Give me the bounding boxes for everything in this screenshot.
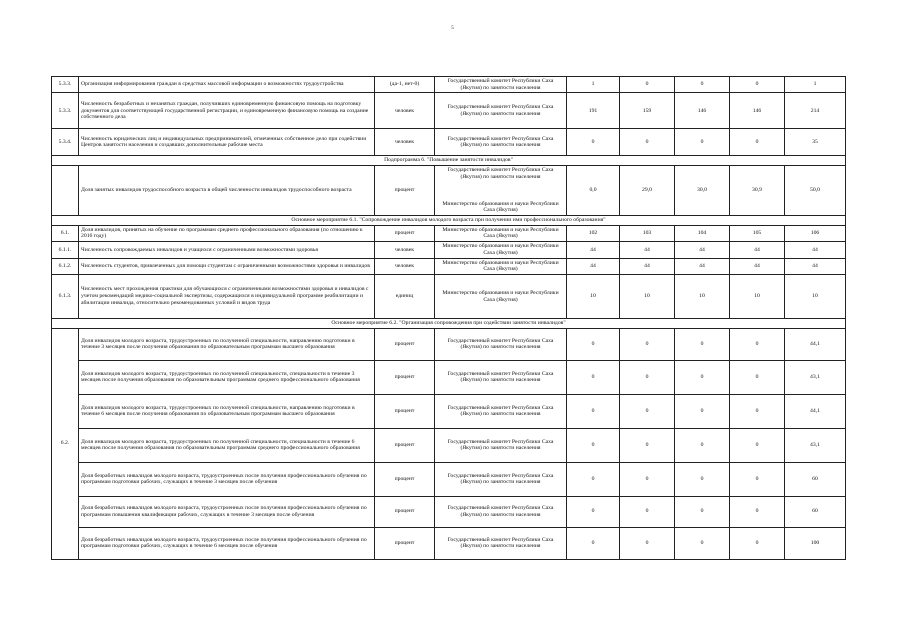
value-year-1: 1 [567,77,620,93]
indicator-name: Численность мест прохождения практики для обучающихся с ограниченными возможностями здоровья и инвалидов с учетом рекомендаций медико-социальной экспертизы, содержащихся в индивидуальной программе реабилитации и абилитации инвалида, относительно рекомендованных условий и видов труда [79,275,375,319]
value-year-3: 0 [675,360,730,394]
spacer [437,181,564,201]
row-number: 5.3.4. [52,129,79,156]
unit-of-measure: процент [375,462,435,496]
value-year-2: 0 [620,527,675,559]
value-year-5: 50,0 [785,166,846,216]
table-row [52,527,846,559]
value-year-3: 146 [675,93,730,129]
responsible-agency: Государственный комитет Республики Саха (Якутия) по занятости населения [435,93,567,129]
section-row [52,216,846,226]
indicator-name: Численность студентов, привлеченных для помощи студентам с ограниченными возможностями здоровья и инвалидов [79,258,375,274]
row-number: 5.3.3. [52,77,79,93]
value-year-4: 44 [730,258,785,274]
unit-of-measure: процент [375,360,435,394]
value-year-1: 44 [567,242,620,258]
value-year-1: 191 [567,93,620,129]
value-year-4: 146 [730,93,785,129]
value-year-2: 159 [620,93,675,129]
value-year-3: 0 [675,496,730,527]
responsible-agency: Министерство образования и науки Республики Саха (Якутия) [435,275,567,319]
indicator-name: Доля инвалидов молодого возраста, трудоустроенных по полученной специальности, направлению подготовки в течение 3 месяцев после получения образования по образовательным программам высшего образования [79,328,375,360]
value-year-5: 214 [785,93,846,129]
value-year-1: 0 [567,428,620,462]
value-year-4: 0 [730,527,785,559]
table-row [52,242,846,258]
value-year-2: 103 [620,225,675,241]
table-row [52,496,846,527]
value-year-1: 44 [567,258,620,274]
value-year-4: 10 [730,275,785,319]
value-year-1: 0 [567,328,620,360]
value-year-1: 0 [567,527,620,559]
value-year-3: 0 [675,129,730,156]
unit-of-measure: процент [375,496,435,527]
unit-of-measure: процент [375,527,435,559]
section-heading: Подпрограмма 6. "Повышение занятости инвалидов" [52,156,846,166]
unit-of-measure: (да-1, нет-0) [375,77,435,93]
responsible-agency: Государственный комитет Республики Саха (Якутия) по занятости населения [435,462,567,496]
agency-line: Министерство образования и науки Республики Саха (Якутия) [442,200,559,214]
value-year-5: 60 [785,462,846,496]
value-year-5: 1 [785,77,846,93]
responsible-agency: Государственный комитет Республики Саха (Якутия) по занятости населения [435,77,567,93]
unit-of-measure: человек [375,93,435,129]
value-year-3: 0 [675,428,730,462]
value-year-2: 0 [620,77,675,93]
section-heading: Основное мероприятие 6.2. "Организация сопровождения при содействии занятости инвалидов" [52,319,846,329]
value-year-3: 30,0 [675,166,730,216]
value-year-4: 0 [730,496,785,527]
indicator-name: Доля безработных инвалидов молодого возраста, трудоустроенных после получения профессионального обучения по программам повышения квалификации рабочих, служащих в течение 3 месяцев после обучения [79,496,375,527]
unit-of-measure: единиц [375,275,435,319]
value-year-1: 10 [567,275,620,319]
table-row [52,462,846,496]
value-year-4: 0 [730,394,785,428]
unit-of-measure: процент [375,428,435,462]
value-year-2: 0 [620,394,675,428]
responsible-agency: Министерство образования и науки Республики Саха (Якутия) [435,258,567,274]
responsible-agency: Государственный комитет Республики Саха (Якутия) по занятости населения [435,328,567,360]
responsible-agency: Министерство образования и науки Республики Саха (Якутия) [435,242,567,258]
table-row [52,360,846,394]
section-heading: Основное мероприятие 6.1. "Сопровождение инвалидов молодого возраста при получении ими профессионального образования" [52,216,846,226]
indicator-name: Доля занятых инвалидов трудоспособного возраста в общей численности инвалидов трудоспособного возраста [79,166,375,216]
value-year-5: 44,1 [785,328,846,360]
agency-line: Государственный комитет Республики Саха (Якутия) по занятости населения [447,167,554,180]
indicator-name: Доля безработных инвалидов молодого возраста, трудоустроенных после получения профессионального обучения по программам подготовки рабочих, служащих в течение 3 месяцев после обучения [79,462,375,496]
value-year-5: 44 [785,242,846,258]
value-year-3: 0 [675,527,730,559]
responsible-agency: Государственный комитет Республики Саха (Якутия) по занятости населения [435,496,567,527]
value-year-1: 0 [567,129,620,156]
responsible-agency: Государственный комитет Республики Саха (Якутия) по занятости населения [435,394,567,428]
value-year-5: 35 [785,129,846,156]
unit-of-measure: человек [375,242,435,258]
value-year-3: 44 [675,258,730,274]
indicators-table [51,76,846,560]
unit-of-measure: человек [375,129,435,156]
row-number: 6.1. [52,225,79,241]
value-year-5: 44,1 [785,394,846,428]
value-year-3: 0 [675,394,730,428]
value-year-1: 0 [567,394,620,428]
row-number: 6.1.3. [52,275,79,319]
value-year-1: 0 [567,462,620,496]
table-row [52,77,846,93]
row-number [52,166,79,216]
responsible-agency [435,166,567,216]
indicator-name: Доля инвалидов, принятых на обучение по программам среднего профессионального образования (по отношению к 2016 году) [79,225,375,241]
indicator-name: Численность сопровождаемых инвалидов и учащихся с ограниченными возможностями здоровья [79,242,375,258]
value-year-5: 106 [785,225,846,241]
value-year-2: 10 [620,275,675,319]
value-year-4: 30,9 [730,166,785,216]
value-year-1: 0,0 [567,166,620,216]
unit-of-measure: процент [375,394,435,428]
indicator-name: Численность юридических лиц и индивидуальных предпринимателей, отмеченных собственное дело при содействии Центров занятости населения и создавших дополнительные рабочие места [79,129,375,156]
value-year-2: 44 [620,242,675,258]
value-year-3: 0 [675,77,730,93]
table-row [52,328,846,360]
value-year-1: 0 [567,360,620,394]
page-number: 5 [451,26,454,31]
value-year-4: 0 [730,428,785,462]
row-number: 6.2. [52,328,79,559]
value-year-5: 44 [785,258,846,274]
responsible-agency: Министерство образования и науки Республики Саха (Якутия) [435,225,567,241]
value-year-3: 44 [675,242,730,258]
indicator-name: Численность безработных и незанятых граждан, получивших единовременную финансовую помощь на подготовку документов для соответствующей государственной регистрации, и единовременную финансовую помощь на создание собственного дела [79,93,375,129]
row-number: 6.1.2. [52,258,79,274]
value-year-5: 60 [785,496,846,527]
table-row [52,394,846,428]
value-year-2: 0 [620,328,675,360]
responsible-agency: Государственный комитет Республики Саха (Якутия) по занятости населения [435,527,567,559]
value-year-2: 0 [620,360,675,394]
value-year-3: 0 [675,462,730,496]
value-year-4: 0 [730,129,785,156]
value-year-4: 0 [730,462,785,496]
value-year-2: 0 [620,462,675,496]
value-year-2: 0 [620,496,675,527]
responsible-agency: Государственный комитет Республики Саха (Якутия) по занятости населения [435,428,567,462]
indicator-name: Организация информирования граждан в средствах массовой информации о возможностях трудоустройства [79,77,375,93]
value-year-5: 100 [785,527,846,559]
value-year-3: 104 [675,225,730,241]
table-row [52,258,846,274]
value-year-4: 105 [730,225,785,241]
value-year-2: 44 [620,258,675,274]
table-row [52,129,846,156]
table-row [52,93,846,129]
value-year-5: 10 [785,275,846,319]
section-row [52,156,846,166]
row-number: 5.3.3. [52,93,79,129]
unit-of-measure: человек [375,258,435,274]
indicator-name: Доля инвалидов молодого возраста, трудоустроенных по полученной специальности, специальности в течение 6 месяцев после получения образования по образовательным программам среднего профессионального образования [79,428,375,462]
indicator-name: Доля безработных инвалидов молодого возраста, трудоустроенных после получения профессионального обучения по программам подготовки рабочих, служащих в течение 6 месяцев после обучения [79,527,375,559]
section-row [52,319,846,329]
responsible-agency: Государственный комитет Республики Саха (Якутия) по занятости населения [435,129,567,156]
value-year-2: 0 [620,428,675,462]
table-row [52,225,846,241]
row-number: 6.1.1. [52,242,79,258]
value-year-1: 102 [567,225,620,241]
unit-of-measure: процент [375,166,435,216]
value-year-1: 0 [567,496,620,527]
value-year-4: 0 [730,77,785,93]
value-year-2: 29,0 [620,166,675,216]
table-row [52,428,846,462]
table-row [52,275,846,319]
value-year-2: 0 [620,129,675,156]
unit-of-measure: процент [375,328,435,360]
value-year-4: 0 [730,360,785,394]
value-year-4: 0 [730,328,785,360]
value-year-5: 43,1 [785,428,846,462]
value-year-3: 10 [675,275,730,319]
indicator-name: Доля инвалидов молодого возраста, трудоустроенных по полученной специальности, направлению подготовки в течение 6 месяцев после получения образования по образовательным программам высшего образования [79,394,375,428]
value-year-5: 43,1 [785,360,846,394]
table-row [52,166,846,216]
value-year-4: 44 [730,242,785,258]
responsible-agency: Государственный комитет Республики Саха (Якутия) по занятости населения [435,360,567,394]
indicator-name: Доля инвалидов молодого возраста, трудоустроенных по полученной специальности, специальности в течение 3 месяцев после получения образования по образовательным программам среднего профессионального образования [79,360,375,394]
value-year-3: 0 [675,328,730,360]
unit-of-measure: процент [375,225,435,241]
